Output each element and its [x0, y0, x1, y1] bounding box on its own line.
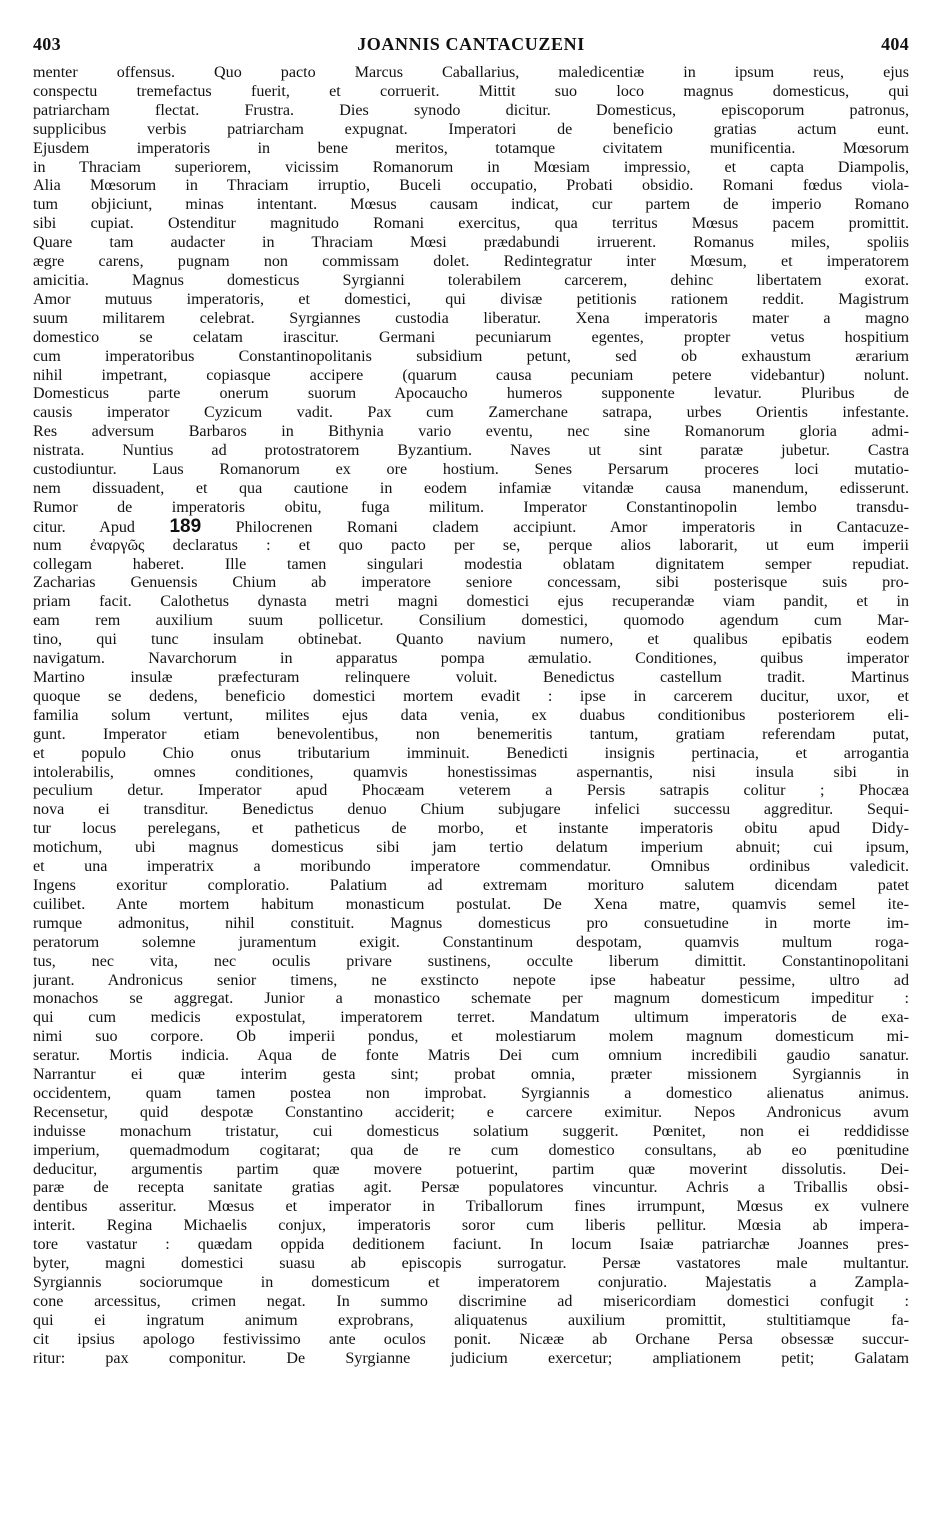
text-line: causis imperator Cyzicum vadit. Pax cum Zamerchane satrapa, urbes Orientis infestante.: [33, 404, 909, 422]
text-line: collegam haberet. Ille tamen singulari modestia oblatam dignitatem semper repudiat.: [33, 555, 909, 573]
text-line: tore vastatur : quædam oppida deditionem faciunt. In locum Isaiæ patriarchæ Joannes pres-: [33, 1236, 909, 1254]
text-line: tino, qui tunc insulam obtinebat. Quanto navium numero, et qualibus epibatis eodem: [33, 631, 909, 649]
page-number-left: 403: [33, 34, 61, 54]
text-line: monachos se aggregat. Junior a monastico schemate per magnum domesticum impeditur :: [33, 990, 909, 1008]
running-title: JOANNIS CANTACUZENI: [357, 34, 585, 54]
text-line: cum imperatoribus Constantinopolitanis subsidium petunt, sed ob exhaustum ærarium: [33, 347, 909, 365]
text-line: qui cum medicis expostulat, imperatorem terret. Mandatum ultimum imperatoris de exa-: [33, 1009, 909, 1027]
text-line: dentibus asseritur. Mœsus et imperator in Triballorum fines irrumpunt, Mœsus ex vulnere: [33, 1198, 909, 1216]
text-line: induisse monachum tristatur, cui domesticus solatium suggerit. Pœnitet, non ei reddidisse: [33, 1122, 909, 1140]
text-line: quoque se dedens, beneficio domestici mortem evadit : ipse in carcerem ducitur, uxor, et: [33, 687, 909, 705]
text-line: nistrata. Nuntius ad protostratorem Byzantium. Naves ut sint paratæ jubetur. Castra: [33, 442, 909, 460]
text-line: tur locus perelegans, et patheticus de morbo, et instante imperatoris obitu apud Didy-: [33, 820, 909, 838]
text-line: cit ipsius apologo festivissimo ante oculos ponit. Nicææ ab Orchane Persa obsessæ succur-: [33, 1330, 909, 1348]
text-line: Syrgiannis sociorumque in domesticum et imperatorem conjuratio. Majestatis a Zampla-: [33, 1274, 909, 1291]
page-number-right: 404: [881, 34, 909, 54]
text-line: paræ de recepta sanitate gratias agit. Persæ populatores vincuntur. Achris a Triballis obsi-: [33, 1179, 909, 1197]
text-line: cuilibet. Ante mortem habitum monasticum postulat. De Xena matre, quamvis semel ite-: [33, 895, 909, 913]
text-line: supplicibus verbis patriarcham expugnat. Imperatori de beneficio gratias actum eunt.: [33, 120, 909, 138]
text-line: priam facit. Calothetus dynasta metri magni domestici ejus recuperandæ viam pandit, et in: [33, 593, 909, 611]
text-line: domestico se celatam irascitur. Germani pecuniarum egentes, propter vetus hospitium: [33, 328, 909, 346]
text-line: Ingens exoritur comploratio. Palatium ad extremam morituro salutem dicendam patet: [33, 876, 909, 894]
text-line: custodiuntur. Laus Romanorum ex ore hostium. Senes Persarum proceres loci mutatio-: [33, 461, 909, 479]
text-line: et una imperatrix a moribundo imperatore commendatur. Omnibus ordinibus valedicit.: [33, 858, 909, 876]
text-line: qui ei ingratum animum exprobrans, aliquatenus auxilium promittit, stultitiamque fa-: [33, 1311, 909, 1329]
text-line: deducitur, argumentis partim quæ movere potuerint, partim quæ moverint dissolutis. Dei-: [33, 1160, 909, 1178]
text-line: et populo Chio onus tributarium imminuit. Benedicti insignis pertinacia, et arrogantia: [33, 744, 909, 762]
text-line: interit. Regina Michaelis conjux, imperatoris soror cum liberis pellitur. Mœsia ab impera-: [33, 1217, 909, 1235]
text-line: amicitia. Magnus domesticus Syrgianni tolerabilem carcerem, dehinc libertatem exorat.: [33, 271, 909, 289]
text-line: suum militarem celebrat. Syrgiannes custodia liberatur. Xena imperatoris mater a magno: [33, 309, 909, 327]
page-reference-marker: 189: [169, 517, 202, 537]
text-line: nova ei transditur. Benedictus denuo Chium subjugare infelici successu aggreditur. Sequi-: [33, 801, 909, 819]
text-line: Amor mutuus imperatoris, et domestici, qui divisæ petitionis rationem reddit. Magistrum: [33, 290, 909, 308]
text-line: Quare tam audacter in Thraciam Mœsi prædabundi irruerent. Romanus miles, spoliis: [33, 234, 909, 252]
text-line: navigatum. Navarchorum in apparatus pompa æmulatio. Conditiones, quibus imperator: [33, 650, 909, 668]
text-line: cone arcessitus, crimen negat. In summo discrimine ad misericordiam domestici confugit :: [33, 1292, 909, 1310]
text-line: Zacharias Genuensis Chium ab imperatore seniore concessam, sibi posterisque suis pro-: [33, 574, 909, 592]
text-line: Alia Mœsorum in Thraciam irruptio, Buceli occupatio, Probati obsidio. Romani fœdus viola-: [33, 177, 909, 195]
text-line: imperium, quemadmodum cogitarat; qua de re cum domestico consultans, ab eo pœnitudine: [33, 1141, 909, 1159]
text-line: ægre carens, pugnam non commissam dolet. Redintegratur inter Mœsum, et imperatorem: [33, 253, 909, 271]
summary-text-block: [33, 64, 909, 1369]
text-line: menter offensus. Quo pacto Marcus Caballarius, maledicentiæ in ipsum reus, ejus: [33, 64, 909, 81]
text-line: nem dissuadent, et qua cautione in eodem infamiæ vitandæ causa manendum, edisserunt.: [33, 479, 909, 497]
text-line: gunt. Imperator etiam benevolentibus, non benemeritis tantum, gratiam referendam putat,: [33, 725, 909, 743]
text-line: Rumor de imperatoris obitu, fuga militum. Imperator Constantinopolin lembo transdu-: [33, 498, 909, 516]
text-line: eam rem auxilium suum pollicetur. Consilium domestici, quomodo agendum cum Mar-: [33, 612, 909, 630]
text-line: patriarcham flectat. Frustra. Dies synodo dicitur. Domesticus, episcoporum patronus,: [33, 101, 909, 119]
text-line: familia solum vertunt, milites ejus data venia, ex duabus conditionibus posteriorem eli-: [33, 706, 909, 724]
text-line: ritur: pax componitur. De Syrgianne judicium exercetur; ampliationem petit; Galatam: [33, 1349, 909, 1367]
text-line: tum objiciunt, minas intentant. Mœsus causam indicat, cur partem de imperio Romano: [33, 196, 909, 214]
text-line: Narrantur ei quæ interim gesta sint; probat omnia, præter missionem Syrgiannis in: [33, 1066, 909, 1084]
text-line: Domesticus parte onerum suorum Apocaucho humeros supponente levatur. Pluribus de: [33, 385, 909, 403]
text-line: motichum, ubi magnus domesticus sibi jam tertio delatum imperium abnuit; cui ipsum,: [33, 839, 909, 857]
text-line: sibi cupiat. Ostenditur magnitudo Romani exercitus, qua territus Mœsus pacem promittit.: [33, 215, 909, 233]
text-line: peculium detur. Imperator apud Phocæam veterem a Persis satrapis colitur ; Phocæa: [33, 782, 909, 800]
text-line: Res adversum Barbaros in Bithynia vario eventu, nec sine Romanorum gloria admi-: [33, 423, 909, 441]
book-page: [33, 34, 909, 1369]
text-line: jurant. Andronicus senior timens, ne exstincto nepote ipse habeatur pessime, ultro ad: [33, 971, 909, 989]
text-line: nimi suo corpore. Ob imperii pondus, et molestiarum molem magnum domesticum mi-: [33, 1028, 909, 1046]
text-line: tus, nec vita, nec oculis privare sustinens, occulte liberum dimittit. Constantinopolitani: [33, 952, 909, 970]
text-line: seratur. Mortis indicia. Aqua de fonte Matris Dei cum omnium incredibili gaudio sanatur.: [33, 1047, 909, 1065]
text-line: citur. Apud 189 Philocrenen Romani cladem accipiunt. Amor imperatoris in Cantacuze-: [33, 517, 909, 537]
text-line: conspectu tremefactus fuerit, et corruerit. Mittit suo loco magnus domesticus, qui: [33, 82, 909, 100]
text-line: rumque admonitus, nihil constituit. Magnus domesticus pro consuetudine in morte im-: [33, 914, 909, 932]
text-line: in Thraciam superiorem, vicissim Romanorum in Mœsiam impressio, et capta Diampolis,: [33, 158, 909, 176]
text-line: num ἐναργῶς declaratus : et quo pacto per se, perque alios laborarit, ut eum imperii: [33, 536, 909, 554]
text-line: occidentem, quam tamen postea non improbat. Syrgiannis a domestico alienatus animus.: [33, 1084, 909, 1102]
page-header: [33, 34, 909, 64]
text-line: Recensetur, quid despotæ Constantino acciderit; e carcere eximitur. Nepos Andronicus avum: [33, 1103, 909, 1121]
text-line: byter, magni domestici suasu ab episcopis surrogatur. Persæ vastatores male multantur.: [33, 1255, 909, 1273]
text-line: nihil impetrant, copiasque accipere (quarum causa pecuniam petere videbantur) nolunt.: [33, 366, 909, 384]
text-line: peratorum solemne juramentum exigit. Constantinum despotam, quamvis multum roga-: [33, 933, 909, 951]
text-line: Martino insulæ præfecturam relinquere voluit. Benedictus castellum tradit. Martinus: [33, 669, 909, 686]
text-line: intolerabilis, omnes conditiones, quamvis honestissimas aspernantis, nisi insula sibi in: [33, 763, 909, 781]
text-line: Ejusdem imperatoris in bene meritos, totamque civitatem munificentia. Mœsorum: [33, 139, 909, 157]
